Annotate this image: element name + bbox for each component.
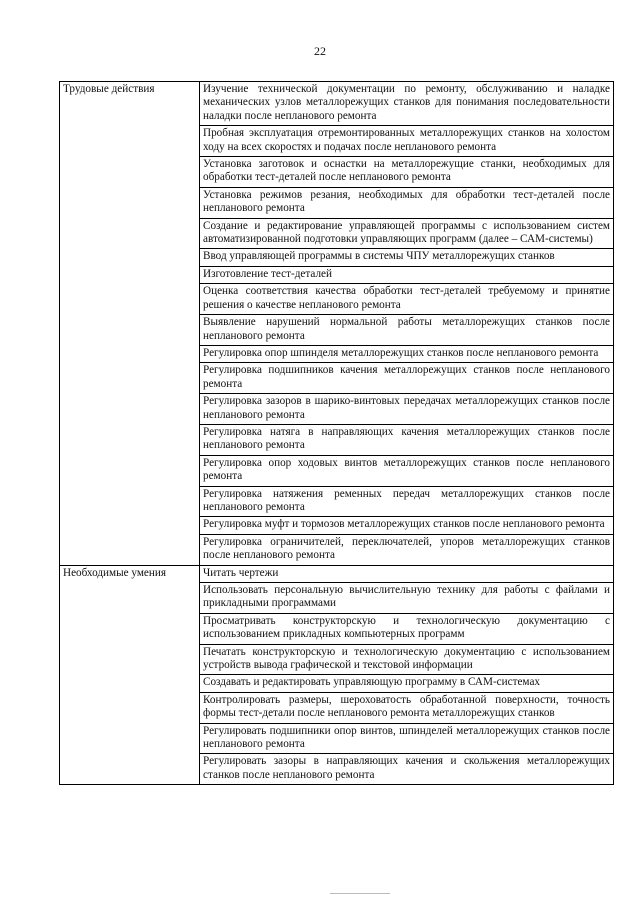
item-cell: Регулировка зазоров в шарико-винтовых передачах металлорежущих станков после непланового ремонта [200, 394, 614, 425]
item-cell: Создавать и редактировать управляющую программу в САМ-системах [200, 675, 614, 692]
item-cell: Просматривать конструкторскую и технологическую документацию с использованием прикладных компьютерных программ [200, 613, 614, 644]
item-cell: Регулировать подшипники опор винтов, шпинделей металлорежущих станков после непланового ремонта [200, 723, 614, 754]
item-cell: Регулировка натяжения ременных передач металлорежущих станков после непланового ремонта [200, 486, 614, 517]
item-cell: Регулировать зазоры в направляющих качения и скольжения металлорежущих станков после непланового ремонта [200, 754, 614, 785]
item-cell: Регулировка опор ходовых винтов металлорежущих станков после непланового ремонта [200, 455, 614, 486]
item-cell: Регулировка опор шпинделя металлорежущих станков после непланового ремонта [200, 345, 614, 362]
item-cell: Регулировка муфт и тормозов металлорежущих станков после непланового ремонта [200, 517, 614, 534]
table-row [60, 565, 614, 582]
item-cell: Регулировка ограничителей, переключателей, упоров металлорежущих станков после непланового ремонта [200, 534, 614, 565]
item-cell: Создание и редактирование управляющей программы с использованием систем автоматизированной подготовки управляющих программ (далее – САМ-системы) [200, 218, 614, 249]
item-cell: Регулировка подшипников качения металлорежущих станков после непланового ремонта [200, 363, 614, 394]
scan-mark [330, 893, 390, 894]
item-cell: Печатать конструкторскую и технологическую документацию с использованием устройств вывода графической и текстовой информации [200, 644, 614, 675]
item-cell: Контролировать размеры, шероховатость обработанной поверхности, точность формы тест-детали после непланового ремонта металлорежущих станков [200, 692, 614, 723]
item-cell: Изучение технической документации по ремонту, обслуживанию и наладке механических узлов металлорежущих станков для понимания последовательности наладки после непланового ремонта [200, 82, 614, 126]
item-cell: Пробная эксплуатация отремонтированных металлорежущих станков на холостом ходу на всех скоростях и подачах после непланового ремонта [200, 126, 614, 157]
item-cell: Выявление нарушений нормальной работы металлорежущих станков после непланового ремонта [200, 315, 614, 346]
item-cell: Оценка соответствия качества обработки тест-деталей требуемому и принятие решения о качестве непланового ремонта [200, 284, 614, 315]
item-cell: Изготовление тест-деталей [200, 266, 614, 283]
section-label: Трудовые действия [60, 82, 200, 566]
item-cell: Установка режимов резания, необходимых для обработки тест-деталей после непланового ремонта [200, 187, 614, 218]
table-row [60, 82, 614, 126]
item-cell: Использовать персональную вычислительную технику для работы с файлами и прикладными программами [200, 583, 614, 614]
item-cell: Установка заготовок и оснастки на металлорежущие станки, необходимых для обработки тест-деталей после непланового ремонта [200, 157, 614, 188]
standard-table [59, 81, 614, 785]
item-cell: Регулировка натяга в направляющих качения металлорежущих станков после непланового ремонта [200, 424, 614, 455]
page-number: 22 [314, 44, 326, 58]
item-cell: Читать чертежи [200, 565, 614, 582]
item-cell: Ввод управляющей программы в системы ЧПУ металлорежущих станков [200, 249, 614, 266]
table-body [60, 82, 614, 785]
section-label: Необходимые умения [60, 565, 200, 785]
